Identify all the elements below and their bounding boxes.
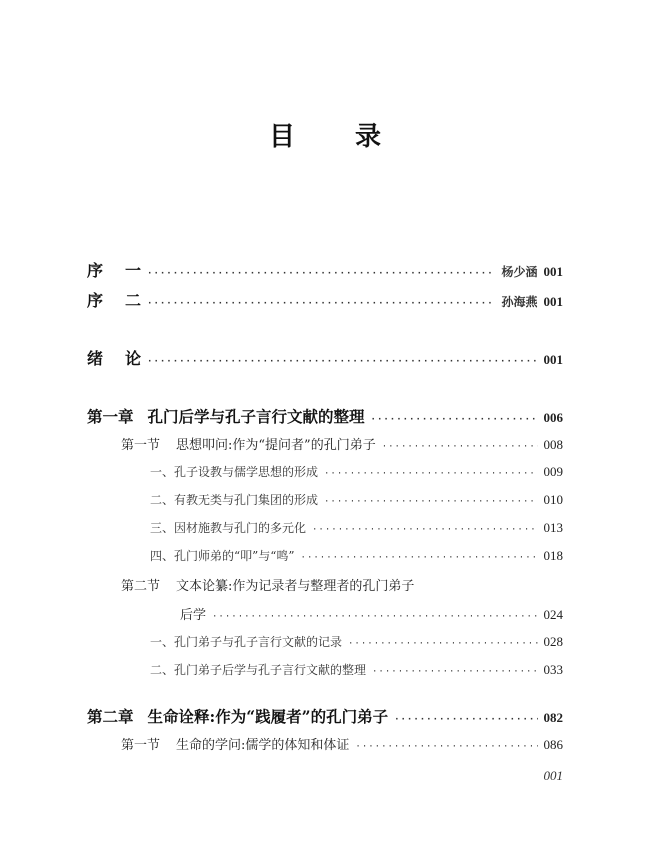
dot-leader xyxy=(147,299,495,309)
item-title: 一、孔门弟子与孔子言行文献的记录 xyxy=(150,635,343,649)
chapter-label: 第一章 xyxy=(87,407,134,426)
item-title: 三、因材施教与孔门的多元化 xyxy=(150,521,307,535)
dot-leader xyxy=(324,469,537,479)
page-number: 001 xyxy=(543,294,563,309)
dot-leader xyxy=(371,415,538,425)
section-label: 第一节 xyxy=(121,738,161,753)
section-label: 第一节 xyxy=(121,438,161,453)
dot-leader xyxy=(394,715,537,725)
page-number: 082 xyxy=(543,710,563,725)
page-number: 086 xyxy=(543,737,563,752)
page-number: 008 xyxy=(543,437,563,452)
page-number: 033 xyxy=(543,662,563,677)
toc-entry-introduction[interactable] xyxy=(87,346,563,369)
page-number: 024 xyxy=(543,607,563,622)
toc-entry-ch1-section-2-line-2[interactable] xyxy=(180,604,563,623)
chapter-label: 第二章 xyxy=(87,707,134,726)
section-title: 生命的学问:儒学的体知和体证 xyxy=(176,738,350,753)
page-number: 009 xyxy=(543,464,563,479)
page-number: 001 xyxy=(543,352,563,367)
toc-entry-ch1-section-2-line-1[interactable] xyxy=(121,575,414,594)
item-title: 四、孔门师弟的“叩”与“鸣” xyxy=(150,549,295,563)
dot-leader xyxy=(301,553,538,563)
dot-leader xyxy=(312,525,537,535)
page-number: 028 xyxy=(543,634,563,649)
dot-leader xyxy=(348,639,537,649)
item-title: 二、孔门弟子后学与孔子言行文献的整理 xyxy=(150,663,367,677)
section-title: 文本论纂:作为记录者与整理者的孔门弟子 xyxy=(176,579,415,594)
item-title: 二、有教无类与孔门集团的形成 xyxy=(150,493,319,507)
page-number: 018 xyxy=(543,548,563,563)
preface-author: 孙海燕 xyxy=(501,295,538,309)
chapter-title: 孔门后学与孔子言行文献的整理 xyxy=(147,407,365,426)
title-char-2: 录 xyxy=(355,122,382,152)
dot-leader xyxy=(147,269,495,279)
toc-entry-ch1-s1-item-1[interactable] xyxy=(150,463,563,480)
page-title xyxy=(0,116,650,153)
toc-entry-chapter-1[interactable] xyxy=(87,405,563,427)
preface-prefix: 序 xyxy=(87,261,104,280)
preface-prefix: 序 xyxy=(87,291,104,310)
preface-number: 二 xyxy=(125,291,142,310)
item-title: 一、孔子设教与儒学思想的形成 xyxy=(150,465,319,479)
toc-entry-preface-1[interactable] xyxy=(87,258,563,281)
toc-entry-ch1-section-1[interactable] xyxy=(121,434,563,453)
page-number: 001 xyxy=(543,264,563,279)
page-number: 006 xyxy=(543,410,563,425)
dot-leader xyxy=(372,667,537,677)
toc-entry-ch1-s2-item-2[interactable] xyxy=(150,661,563,678)
chapter-title: 生命诠释:作为“践履者”的孔门弟子 xyxy=(147,707,389,726)
section-title: 思想叩问:作为“提问者”的孔门弟子 xyxy=(176,438,376,453)
dot-leader xyxy=(147,357,537,367)
toc-entry-chapter-2[interactable] xyxy=(87,705,563,727)
title-char-1: 目 xyxy=(268,122,295,152)
toc-entry-ch1-s1-item-2[interactable] xyxy=(150,491,563,508)
dot-leader xyxy=(324,497,537,507)
section-title-continued: 后学 xyxy=(180,608,207,623)
dot-leader xyxy=(355,742,537,752)
page-number: 010 xyxy=(543,492,563,507)
dot-leader xyxy=(382,442,538,452)
page-number: 013 xyxy=(543,520,563,535)
intro-char-2: 论 xyxy=(125,349,142,368)
toc-entry-ch1-s1-item-4[interactable] xyxy=(150,547,563,564)
toc-entry-ch1-s2-item-1[interactable] xyxy=(150,633,563,650)
section-label: 第二节 xyxy=(121,579,161,594)
folio-page-number: 001 xyxy=(543,768,563,783)
intro-char-1: 绪 xyxy=(87,349,104,368)
preface-author: 杨少涵 xyxy=(501,265,538,279)
toc-entry-preface-2[interactable] xyxy=(87,288,563,311)
toc-entry-ch1-s1-item-3[interactable] xyxy=(150,519,563,536)
toc-entry-ch2-section-1[interactable] xyxy=(121,734,563,753)
preface-number: 一 xyxy=(125,261,142,280)
dot-leader xyxy=(212,612,537,622)
